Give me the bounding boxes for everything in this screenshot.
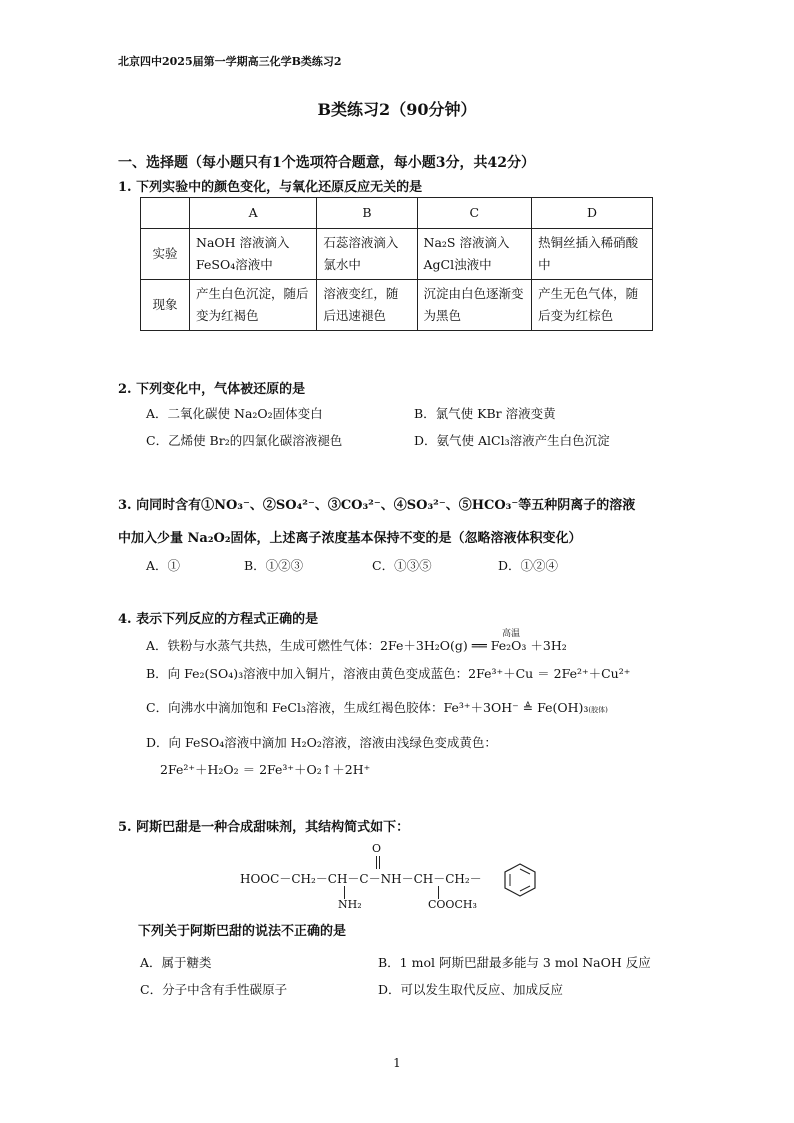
experiment-cell-b: 石蕊溶液滴入氯水中	[317, 229, 417, 280]
question-4-option-a: A．铁粉与水蒸气共热，生成可燃性气体：2Fe＋3H₂O(g) ══ Fe₂O₃ ＋3H₂	[146, 638, 567, 653]
structure-nh2: NH₂	[338, 898, 362, 911]
structure-cooch3: COOCH₃	[428, 898, 477, 911]
question-4-option-c-subscript: (胶体)	[588, 706, 608, 714]
aspartame-structure	[240, 842, 540, 917]
experiment-cell-c: Na₂S 溶液滴入 AgCl浊液中	[417, 229, 532, 280]
question-5-ask: 下列关于阿斯巴甜的说法不正确的是	[138, 924, 347, 939]
phenomenon-cell-b: 溶液变红，随后迅速褪色	[317, 280, 417, 331]
row-label-experiment: 实验	[141, 229, 190, 280]
column-header-a: A	[190, 198, 317, 229]
question-4-stem: 4. 表示下列反应的方程式正确的是	[118, 612, 319, 627]
question-2-option-a: A．二氧化碳使 Na₂O₂固体变白	[146, 406, 323, 421]
benzene-ring-icon	[502, 862, 538, 898]
question-5-stem: 5. 阿斯巴甜是一种合成甜味剂，其结构简式如下：	[118, 820, 410, 835]
experiment-cell-d: 热铜丝插入稀硝酸中	[532, 229, 653, 280]
phenomenon-cell-a: 产生白色沉淀，随后变为红褐色	[190, 280, 317, 331]
column-header-d: D	[532, 198, 653, 229]
question-4-option-c-text: C．向沸水中滴加饱和 FeCl₃溶液，生成红褐色胶体：Fe³⁺＋3OH⁻ ≜ Fe(OH)₃	[146, 700, 589, 715]
question-3-option-c: C．①③⑤	[372, 558, 432, 573]
structure-double-bond-2	[379, 856, 380, 869]
question-5-option-c: C．分子中含有手性碳原子	[140, 982, 288, 997]
question-5-option-b: B．1 mol 阿斯巴甜最多能与 3 mol NaOH 反应	[378, 955, 651, 970]
page-title: B类练习2（90分钟）	[317, 100, 477, 119]
phenomenon-cell-c: 沉淀由白色逐渐变为黑色	[417, 280, 532, 331]
question-1-stem: 1. 下列实验中的颜色变化，与氧化还原反应无关的是	[118, 180, 423, 195]
question-3-stem-line2: 中加入少量 Na₂O₂固体，上述离子浓度基本保持不变的是（忽略溶液体积变化）	[118, 531, 582, 546]
column-header-b: B	[317, 198, 417, 229]
experiment-cell-a: NaOH 溶液滴入 FeSO₄溶液中	[190, 229, 317, 280]
question-4-option-d-equation: 2Fe²⁺＋H₂O₂ ＝ 2Fe³⁺＋O₂↑＋2H⁺	[160, 762, 371, 777]
question-5-option-d: D．可以发生取代反应、加成反应	[378, 982, 564, 997]
structure-main-chain: HOOC－CH₂－CH－C－NH－CH－CH₂－	[240, 872, 482, 886]
question-1-table	[140, 197, 653, 331]
question-4-option-d: D．向 FeSO₄溶液中滴加 H₂O₂溶液，溶液由浅绿色变成黄色：	[146, 735, 497, 750]
page-number: 1	[393, 1056, 401, 1070]
question-5-option-a: A．属于糖类	[140, 955, 212, 970]
question-3-option-b: B．①②③	[244, 558, 304, 573]
question-2-option-b: B．氯气使 KBr 溶液变黄	[414, 406, 556, 421]
question-3-option-d: D．①②④	[498, 558, 559, 573]
question-4-option-a-condition: 高温	[502, 629, 521, 639]
question-4-option-b: B．向 Fe₂(SO₄)₃溶液中加入铜片，溶液由黄色变成蓝色：2Fe³⁺＋Cu ＝ 2Fe²⁺＋Cu²⁺	[146, 666, 631, 681]
question-3-option-a: A．①	[146, 558, 181, 573]
question-3-stem-line1: 3. 向同时含有①NO₃⁻、②SO₄²⁻、③CO₃²⁻、④SO₃²⁻、⑤HCO₃⁻等五种阴离子的溶液	[118, 498, 636, 513]
column-header-c: C	[417, 198, 532, 229]
section-heading: 一、选择题（每小题只有1个选项符合题意，每小题3分，共42分）	[118, 155, 535, 171]
structure-carbonyl-oxygen: O	[372, 842, 382, 855]
question-2-option-d: D．氨气使 AlCl₃溶液产生白色沉淀	[414, 433, 610, 448]
row-label-phenomenon: 现象	[141, 280, 190, 331]
phenomenon-cell-d: 产生无色气体，随后变为红棕色	[532, 280, 653, 331]
page-header: 北京四中2025届第一学期高三化学B类练习2	[118, 55, 342, 68]
question-4-option-c	[146, 698, 608, 716]
table-corner	[141, 198, 190, 229]
question-2-stem: 2. 下列变化中，气体被还原的是	[118, 382, 306, 397]
question-2-option-c: C．乙烯使 Br₂的四氯化碳溶液褪色	[146, 433, 343, 448]
structure-double-bond	[376, 856, 377, 869]
